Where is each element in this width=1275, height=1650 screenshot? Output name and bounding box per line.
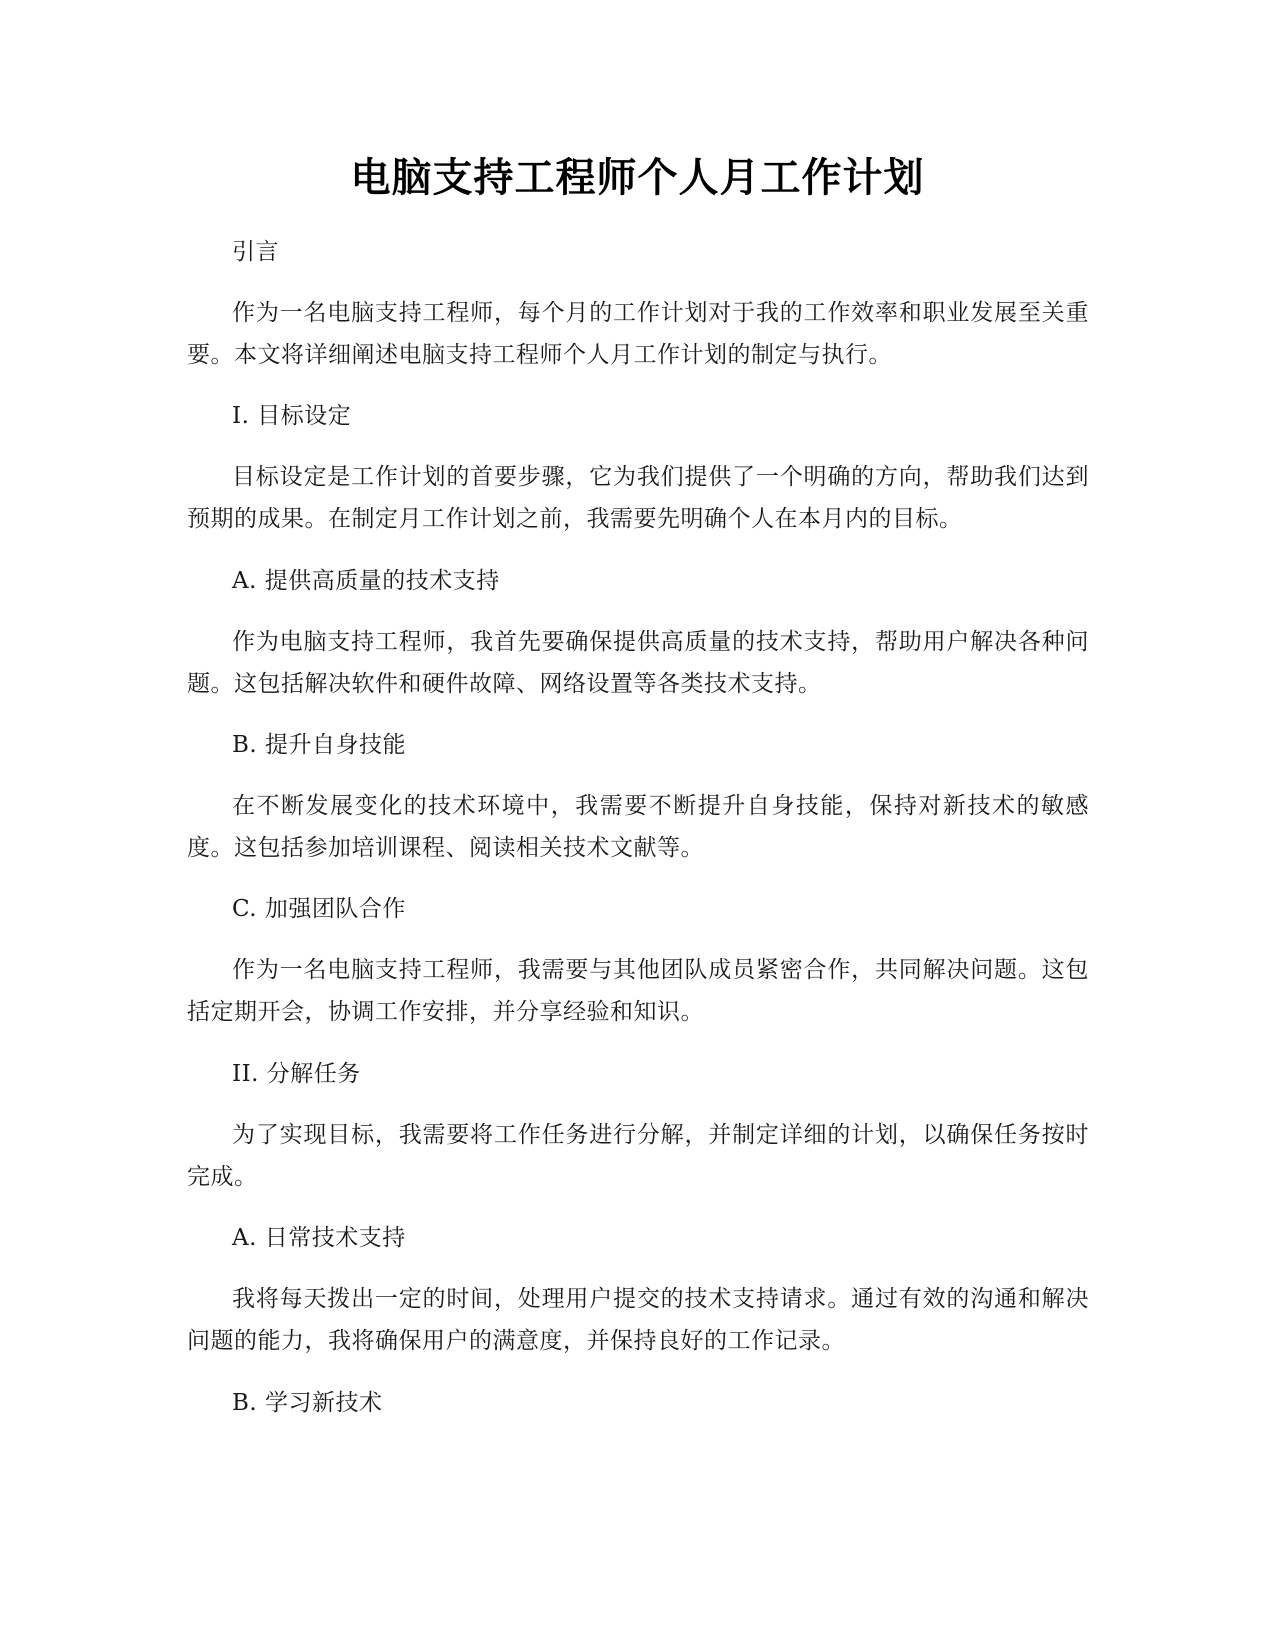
paragraph-breakdown: 为了实现目标，我需要将工作任务进行分解，并制定详细的计划，以确保任务按时完成。 [187, 1122, 1089, 1190]
subsection-heading-daily-support: A. 日常技术支持 [232, 1225, 406, 1251]
paragraph-skills: 在不断发展变化的技术环境中，我需要不断提升自身技能，保持对新技术的敏感度。这包括参加培训课程、阅读相关技术文献等。 [187, 793, 1089, 861]
document-title: 电脑支持工程师个人月工作计划 [350, 155, 925, 201]
section-heading-goals: I. 目标设定 [232, 403, 352, 429]
subsection-heading-learn-new-tech: B. 学习新技术 [232, 1390, 383, 1416]
section-heading-intro: 引言 [232, 239, 279, 265]
paragraph-daily-support: 我将每天拨出一定的时间，处理用户提交的技术支持请求。通过有效的沟通和解决问题的能力，我将确保用户的满意度，并保持良好的工作记录。 [187, 1286, 1089, 1354]
subsection-heading-tech-support: A. 提供高质量的技术支持 [232, 568, 500, 594]
paragraph-teamwork: 作为一名电脑支持工程师，我需要与其他团队成员紧密合作，共同解决问题。这包括定期开会，协调工作安排，并分享经验和知识。 [187, 957, 1089, 1025]
subsection-heading-skills: B. 提升自身技能 [232, 732, 407, 758]
paragraph-goals: 目标设定是工作计划的首要步骤，它为我们提供了一个明确的方向，帮助我们达到预期的成果。在制定月工作计划之前，我需要先明确个人在本月内的目标。 [187, 464, 1089, 532]
section-heading-breakdown: II. 分解任务 [232, 1061, 361, 1087]
paragraph-tech-support: 作为电脑支持工程师，我首先要确保提供高质量的技术支持，帮助用户解决各种问题。这包括解决软件和硬件故障、网络设置等各类技术支持。 [187, 629, 1089, 697]
paragraph-intro: 作为一名电脑支持工程师，每个月的工作计划对于我的工作效率和职业发展至关重要。本文将详细阐述电脑支持工程师个人月工作计划的制定与执行。 [187, 300, 1089, 368]
subsection-heading-teamwork: C. 加强团队合作 [232, 896, 406, 922]
